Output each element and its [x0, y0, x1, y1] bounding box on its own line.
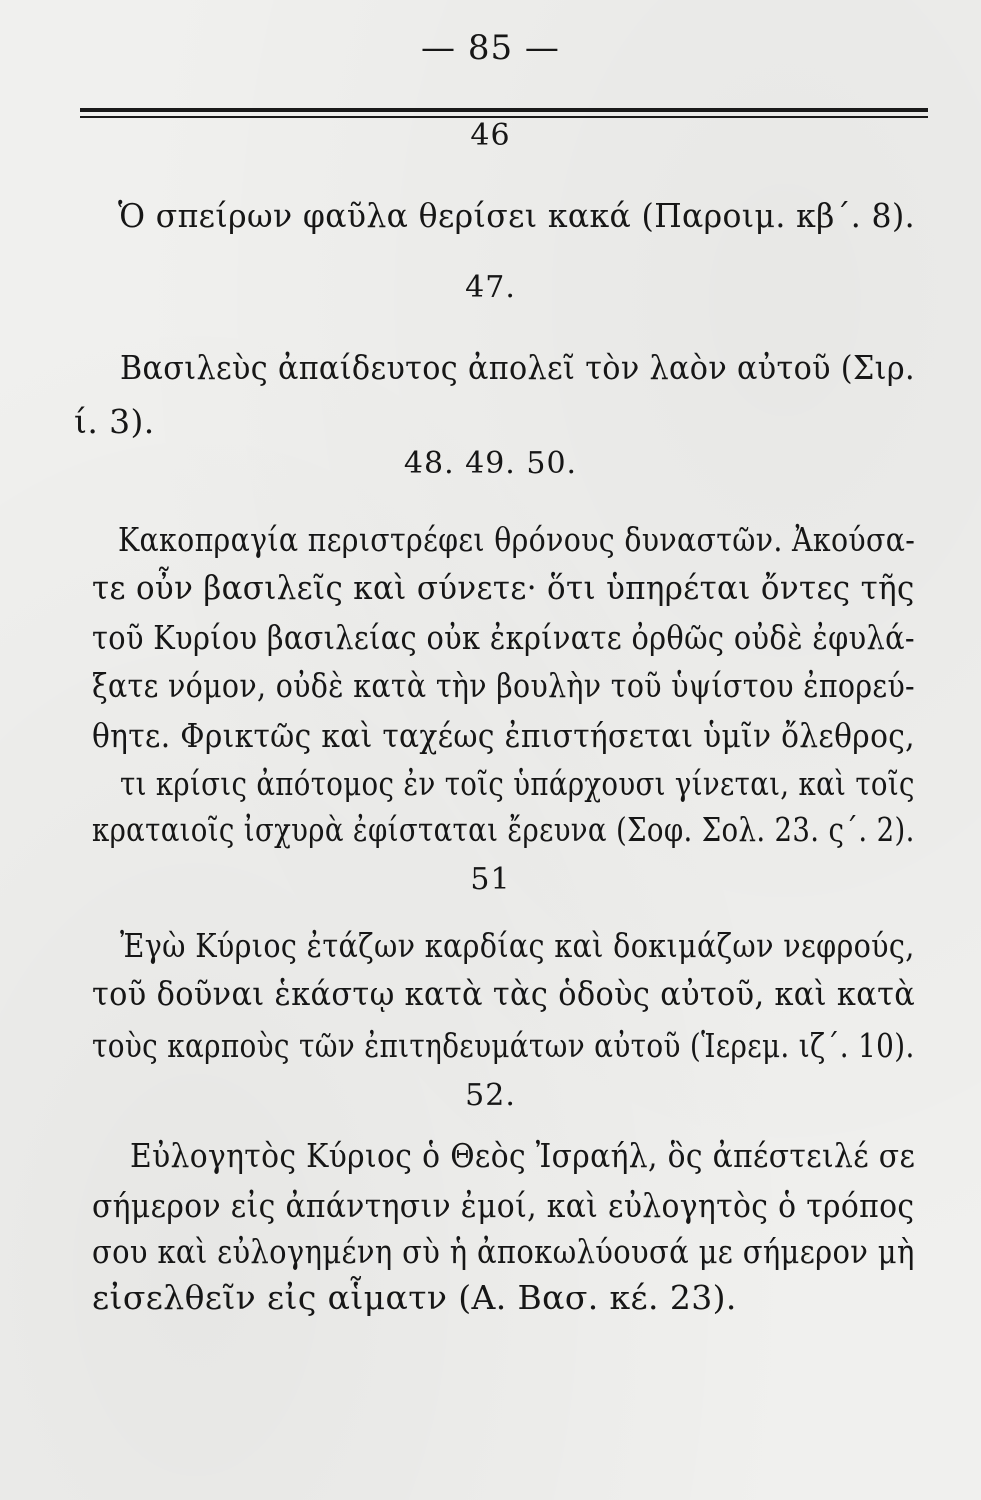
text-line: τοῦ δοῦναι ἑκάστῳ κατὰ τὰς ὁδοὺς αὐτοῦ, καὶ κατὰ [92, 974, 916, 1013]
text-line: σου καὶ εὐλογημένη σὺ ἡ ἀποκωλύουσά με σήμερον μὴ [92, 1232, 915, 1271]
header-rule-thick [80, 108, 928, 112]
text-line: τε οὖν βασιλεῖς καὶ σύνετε· ὅτι ὑπηρέται ὄντες τῆς [92, 568, 915, 607]
text-line: τι κρίσις ἀπότομος ἐν τοῖς ὑπάρχουσι γίνεται, καὶ τοῖς [120, 764, 915, 803]
text-line: Εὐλογητὸς Κύριος ὁ Θεὸς Ἰσραήλ, ὃς ἀπέστειλέ σε [130, 1136, 916, 1175]
text-line: τοῦ Κυρίου βασιλείας οὐκ ἐκρίνατε ὀρθῶς οὐδὲ ἐφυλά- [92, 618, 915, 657]
section-number-51: 51 [470, 862, 511, 897]
text-line: ί. 3). [74, 402, 155, 441]
section-number-47: 47. [465, 270, 516, 305]
text-line: Βασιλεὺς ἀπαίδευτος ἀπολεῖ τὸν λαὸν αὐτοῦ (Σιρ. [120, 348, 915, 387]
text-line: εἰσελθεῖν εἰς αἷματν (Α. Βασ. κέ. 23). [92, 1278, 737, 1317]
text-line: σήμερον εἰς ἀπάντησιν ἐμοί, καὶ εὐλογητὸς ὁ τρόπος [92, 1186, 915, 1225]
text-line: Ὁ σπείρων φαῦλα θερίσει κακά (Παροιμ. κβ΄. 8). [118, 196, 915, 235]
text-line: τοὺς καρποὺς τῶν ἐπιτηδευμάτων αὐτοῦ (Ἱερεμ. ιζ΄. 10). [92, 1026, 915, 1065]
text-line: κραταιοῖς ἰσχυρὰ ἐφίσταται ἔρευνα (Σοφ. Σολ. 23. ς΄. 2). [92, 810, 915, 849]
text-line: Κακοπραγία περιστρέφει θρόνους δυναστῶν. Ἀκούσα- [118, 520, 916, 559]
page-number: — 85 — [421, 28, 560, 68]
section-number-48-49-50: 48. 49. 50. [403, 446, 578, 481]
text-line: ξατε νόμον, οὐδὲ κατὰ τὴν βουλὴν τοῦ ὑψίστου ἐπορεύ- [92, 666, 916, 705]
section-number-52: 52. [465, 1078, 516, 1113]
section-number-46: 46 [470, 118, 511, 153]
text-line: θητε. Φρικτῶς καὶ ταχέως ἐπιστήσεται ὑμῖν ὄλεθρος, [92, 716, 915, 755]
text-line: Ἐγὼ Κύριος ἐτάζων καρδίας καὶ δοκιμάζων νεφρούς, [120, 926, 915, 965]
